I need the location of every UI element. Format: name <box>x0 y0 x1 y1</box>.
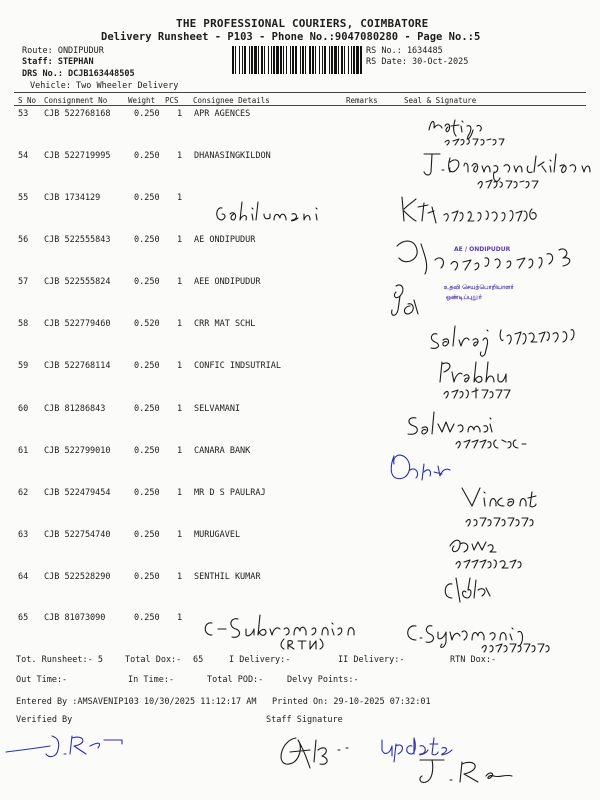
row-consignment: CJB 522754740 <box>44 530 111 540</box>
row-pcs: 1 <box>177 530 183 540</box>
row-pcs: 1 <box>177 361 183 371</box>
col-consignee: Consignee Details <box>193 96 270 105</box>
i-delivery-label: I Delivery:- <box>229 655 291 665</box>
row-weight: 0.250 <box>134 488 160 498</box>
delvy-points-label: Delvy Points:- <box>287 675 359 685</box>
signature-row-63 <box>446 530 566 574</box>
signature-row-55-name <box>212 198 352 228</box>
row-consignee: SELVAMANI <box>194 404 241 414</box>
row-weight: 0.250 <box>134 404 160 414</box>
row-consignment: CJB 522555824 <box>44 277 111 287</box>
barcode-image <box>232 46 362 74</box>
signature-row-62 <box>458 484 578 530</box>
row-weight: 0.250 <box>134 572 160 582</box>
row-consignment: CJB 81073090 <box>44 613 106 623</box>
row-weight: 0.520 <box>134 319 160 329</box>
total-runsheet: Tot. Runsheet:- 5 <box>16 655 103 665</box>
staff-label: Staff: STEPHAN <box>22 57 94 67</box>
staff-signature <box>268 728 368 776</box>
col-weight: Weight <box>128 96 156 105</box>
row-consignee: AEE ONDIPUDUR <box>194 277 261 287</box>
row-weight: 0.250 <box>134 361 160 371</box>
drs-number: DRS No.: DCJB163448505 <box>22 69 135 79</box>
row-pcs: 1 <box>177 613 183 623</box>
row-weight: 0.250 <box>134 613 160 623</box>
signature-row-55-phone <box>398 193 568 229</box>
signature-row-56 <box>395 236 590 284</box>
row-pcs: 1 <box>177 404 183 414</box>
row-weight: 0.250 <box>134 109 160 119</box>
row-pcs: 1 <box>177 572 183 582</box>
ii-delivery-label: II Delivery:- <box>338 655 405 665</box>
verified-by-label: Verified By <box>16 715 73 725</box>
signature-row-65-name <box>198 605 368 651</box>
row-sno: 57 <box>18 277 29 287</box>
signature-row-53 <box>425 112 565 148</box>
row-consignee: CRR MAT SCHL <box>194 319 256 329</box>
row-consignee: DHANASINGKILDON <box>194 151 271 161</box>
row-consignee: SENTHIL KUMAR <box>194 572 261 582</box>
row-consignee: CANARA BANK <box>194 446 251 456</box>
staff-signature-label: Staff Signature <box>266 715 343 725</box>
row-sno: 60 <box>18 404 29 414</box>
row-sno: 64 <box>18 572 29 582</box>
col-remarks: Remarks <box>346 96 378 105</box>
signature-row-64 <box>438 574 508 608</box>
total-pod-label: Total POD:- <box>207 675 264 685</box>
row-consignee: MURUGAVEL <box>194 530 241 540</box>
row-pcs: 1 <box>177 319 183 329</box>
row-sno: 63 <box>18 530 29 540</box>
row-sno: 61 <box>18 446 29 456</box>
row-consignment: CJB 522768114 <box>44 361 111 371</box>
row-consignment: CJB 1734129 <box>44 193 101 203</box>
row-consignment: CJB 522768168 <box>44 109 111 119</box>
row-sno: 65 <box>18 613 29 623</box>
row-consignee: AE ONDIPUDUR <box>194 235 256 245</box>
row-consignment: CJB 522799010 <box>44 446 111 456</box>
out-time-label: Out Time:- <box>16 675 68 685</box>
col-seal-signature: Seal & Signature <box>404 96 477 105</box>
rs-number: RS No.: 1634485 <box>366 46 443 56</box>
row-pcs: 1 <box>177 446 183 456</box>
printed-on: Printed On: 29-10-2025 07:32:01 <box>272 697 431 707</box>
row-weight: 0.250 <box>134 193 160 203</box>
stamp-line-3: ஒண்டிப்புதூர் <box>446 294 482 301</box>
signature-row-59 <box>436 358 566 404</box>
row-weight: 0.250 <box>134 151 160 161</box>
total-dox-label: Total Dox:- <box>125 655 182 665</box>
stamp-line-2: உதவி செயற்பொறியாளர் <box>444 284 514 291</box>
header-divider-bottom <box>14 105 586 106</box>
rtn-dox-label: RTN Dox:- <box>450 655 497 665</box>
row-consignment: CJB 522719995 <box>44 151 111 161</box>
row-sno: 56 <box>18 235 29 245</box>
row-sno: 59 <box>18 361 29 371</box>
row-pcs: 1 <box>177 193 183 203</box>
vehicle-label: Vehicle: Two Wheeler Delivery <box>30 81 179 91</box>
company-title: THE PROFESSIONAL COURIERS, COIMBATORE <box>176 17 429 30</box>
row-weight: 0.250 <box>134 446 160 456</box>
row-pcs: 1 <box>177 277 183 287</box>
col-pcs: PCS <box>165 96 179 105</box>
col-consignment: Consignment No <box>44 96 108 105</box>
signature-row-60 <box>402 402 582 452</box>
route-label: Route: ONDIPUDUR <box>22 46 104 56</box>
row-consignment: CJB 522528290 <box>44 572 111 582</box>
in-time-label: In Time:- <box>128 675 175 685</box>
stamp-line-1: AE / ONDIPUDUR <box>454 246 511 253</box>
row-consignee: MR D S PAULRAJ <box>194 488 266 498</box>
row-consignee: APR AGENCES <box>194 109 251 119</box>
row-consignment: CJB 522479454 <box>44 488 111 498</box>
row-pcs: 1 <box>177 235 183 245</box>
signature-row-54 <box>418 148 594 190</box>
verified-by-signature <box>2 728 152 764</box>
row-sno: 55 <box>18 193 29 203</box>
total-dox-value: 65 <box>193 655 204 665</box>
signature-row-58 <box>425 312 585 358</box>
updated-initials <box>416 754 556 790</box>
header-divider-top <box>14 92 586 93</box>
signature-row-65-sign <box>402 616 562 656</box>
row-sno: 58 <box>18 319 29 329</box>
row-sno: 53 <box>18 109 29 119</box>
runsheet-subtitle: Delivery Runsheet - P103 - Phone No.:9047080280 - Page No.:5 <box>101 31 481 43</box>
entered-by: Entered By :AMSAVENIP103 10/30/2025 11:12:17 AM <box>16 697 257 707</box>
row-consignment: CJB 522779460 <box>44 319 111 329</box>
row-pcs: 1 <box>177 151 183 161</box>
row-consignment: CJB 522555843 <box>44 235 111 245</box>
rs-date: RS Date: 30-Oct-2025 <box>366 57 469 67</box>
row-sno: 62 <box>18 488 29 498</box>
row-pcs: 1 <box>177 109 183 119</box>
row-sno: 54 <box>18 151 29 161</box>
row-weight: 0.250 <box>134 277 160 287</box>
signature-row-61 <box>386 446 466 486</box>
row-weight: 0.250 <box>134 235 160 245</box>
col-sno: S No <box>18 96 37 105</box>
row-consignment: CJB 81286843 <box>44 404 106 414</box>
row-pcs: 1 <box>177 488 183 498</box>
row-consignee: CONFIC INDSUTRIAL <box>194 361 281 371</box>
row-weight: 0.250 <box>134 530 160 540</box>
